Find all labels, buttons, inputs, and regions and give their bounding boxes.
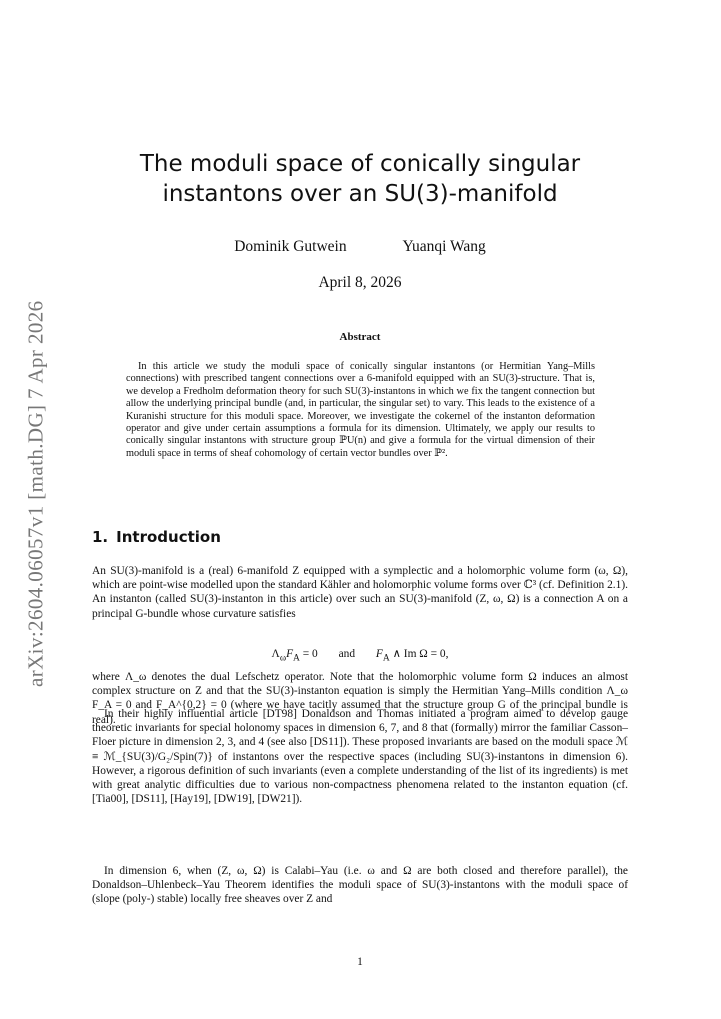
page-number: 1 xyxy=(357,956,363,968)
abstract-heading: Abstract xyxy=(339,331,381,343)
equation-lambda: Λ xyxy=(271,648,280,660)
author-name: Dominik Gutwein xyxy=(234,238,347,255)
section-number: 1. xyxy=(92,528,109,546)
equation-lambda-sub: ω xyxy=(279,653,287,664)
arxiv-identifier: arXiv:2604.06057v1 [math.DG] 7 Apr 2026 xyxy=(23,300,48,688)
intro-paragraph-2: where Λ_ω denotes the dual Lefschetz operator. Note that the holomorphic volume form Ω induces an almost complex structure on Z and that the SU(3)-instanton equation is simply the Hermitian Yang–Mills condition Λ_ω F_A = 0 and F_A^{0,2} = 0 (where we have tacitly assumed that the structure group G of the principal bundle is real). xyxy=(92,671,628,726)
intro-paragraph-3: In their highly influential article [DT98] Donaldson and Thomas initiated a program aimed to develop gauge theoretic invariants for special holonomy spaces in dimension 6, 7, and 8 that (formally) mirror the familiar Casson–Floer picture in dimension 2, 3, and 4 (see also [DS11]). These proposed invariants are based on the moduli space ℳ ≡ ℳ_{SU(3)/G₂/Spin(7)} of instantons over the respective spaces (including SU(3)-instantons in dimension 6). However, a rigorous definition of such invariants (even a complete understanding of the list of its ingredients) is met with great analytic difficulties due to various non-compactness phenomena related to the instanton equation (cf. [Tia00], [DS11], [Hay19], [DW19], [DW21]). xyxy=(92,708,628,806)
equation-right-tail: ∧ Im Ω = 0, xyxy=(389,648,449,660)
author-name: Yuanqi Wang xyxy=(402,238,486,255)
equation-and: and xyxy=(338,648,356,660)
paper-title xyxy=(92,149,628,209)
author-list xyxy=(92,238,628,256)
instanton-equation xyxy=(92,646,628,663)
title-line-2: instantons over an SU(3)-manifold xyxy=(162,181,558,207)
equation-f2: F xyxy=(375,648,383,660)
section-title: Introduction xyxy=(116,528,221,546)
paper-date: April 8, 2026 xyxy=(318,274,402,291)
intro-paragraph-1: An SU(3)-manifold is a (real) 6-manifold Z equipped with a symplectic and a holomorphic volume form (ω, Ω), which are point-wise modelled upon the standard Kähler and holomorphic volume forms over ℂ³ (cf. Definition 2.1). An instanton (called SU(3)-instanton in this article) over such an SU(3)-manifold (Z, ω, Ω) is a connection A on a principal G-bundle whose curvature satisfies xyxy=(92,565,628,620)
equation-f: F xyxy=(286,648,294,660)
title-line-1: The moduli space of conically singular xyxy=(139,151,581,177)
intro-paragraph-4: In dimension 6, when (Z, ω, Ω) is Calabi–Yau (i.e. ω and Ω are both closed and therefore parallel), the Donaldson–Uhlenbeck–Yau Theorem identifies the moduli space of SU(3)-instantons with the moduli space of (slope (poly-) stable) locally free sheaves over Z and xyxy=(92,865,628,906)
equation-f2-sub: A xyxy=(382,653,390,664)
equation-rhs: = 0 xyxy=(299,648,318,660)
section-heading xyxy=(92,528,628,546)
abstract-text: In this article we study the moduli space of conically singular instantons (or Hermitian Yang–Mills connections) with prescribed tangent connections over a 6-manifold equipped with an SU(3)-structure. That is, we develop a Fredholm deformation theory for such SU(3)-instantons in which we fix the tangent connection but allow the underlying principal bundle (and, in particular, the singular set) to vary. This leads to the existence of a Kuranishi structure for this moduli space. Moreover, we investigate the cokernel of the instanton deformation operator and give under certain assumptions a formula for its dimension. Ultimately, we apply our results to conically singular instantons with structure group ℙU(n) and give a formula for the virtual dimension of their moduli space in terms of sheaf cohomology of certain vector bundles over ℙ². xyxy=(126,361,595,459)
equation-f-sub: A xyxy=(293,653,300,664)
